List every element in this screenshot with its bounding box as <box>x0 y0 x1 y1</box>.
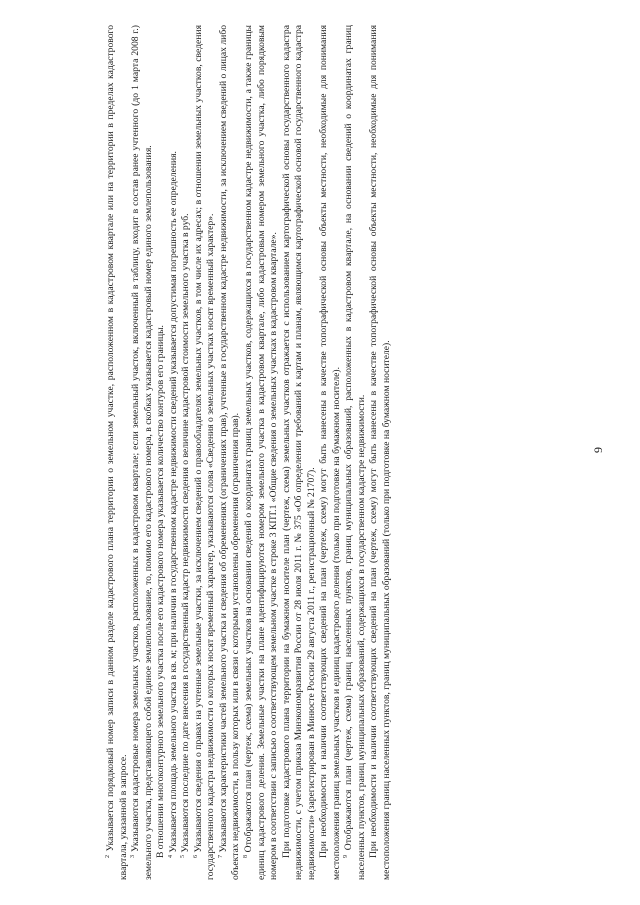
footnotes-body <box>105 25 585 880</box>
footnote-text: Указываются последние по дате внесения в государственный кадастр недвижимости сведения о величине кадастровой стоимости земельного участка в руб. <box>180 213 192 855</box>
footnote-marker: 3 <box>129 855 136 858</box>
footnote-text: Указывается площадь земельного участка в кв. м; при наличии в государственном кадастре недвижимости сведений указывается допустимая погрешность ее определения. <box>167 151 179 855</box>
footnote-paragraph <box>368 25 393 880</box>
footnote-text: Указывается порядковый номер записи в данном разделе кадастрового плана территории о земельном участке, расположенном в кадастровом квартале или на территории в пределах кадастрового квартала, указанной в запросе. <box>105 25 129 880</box>
footnote-paragraph <box>343 25 368 880</box>
footnote-marker: 9 <box>343 855 350 858</box>
footnote-paragraph <box>193 25 218 880</box>
footnote-paragraph <box>105 25 130 880</box>
footnote-paragraph <box>318 25 343 880</box>
footnote-paragraph <box>155 25 168 880</box>
footnote-marker: 5 <box>180 855 187 858</box>
footnote-marker: 7 <box>217 855 224 858</box>
footnote-paragraph <box>218 25 243 880</box>
footnote-text: При необходимости и наличии соответствующих сведений на план (чертеж, схему) могут быть нанесены в качестве топографической основы объекты местности, необходимые для понимания местоположения границ земельных участков и единиц кадастрового деления (только при подготовке на бумажном носителе). <box>318 25 342 880</box>
footnote-text: Указываются характеристики частей земельного участка и сведения об обременениях (ограничениях прав), учтенные в государственном кадастре недвижимости, за исключением сведений о лицах либо объектах недвижимости, в пользу которых или в связи с которыми установлены обременения (ограничения прав). <box>217 25 242 880</box>
footnote-text: Отображаются план (чертеж, схема) земельных участков на основании сведений о координатах границ земельных участков, содержащихся в государственном кадастре недвижимости, а также границы единиц кадастрового деления. Земельные участки на плане идентифицируются номером земельного участка в кадастровом квартале, либо кадастровым номером земельного участка, либо порядковым номером в соответствии с записью о соответствующем земельном участке в строке 3 КПТ.1 «Общие сведения о земельных участках в кадастровом квартале». <box>243 25 280 880</box>
footnote-marker: 4 <box>167 855 174 858</box>
footnote-paragraph <box>180 25 193 880</box>
footnote-text: Отображаются план (чертеж, схема) границ населенных пунктов, границ муниципальных образований, расположенных в кадастровом квартале, на основании сведений о координатах границ населенных пунктов, границ муниципальных образований, содержащихся в государственном кадастре недвижимости. <box>343 25 367 880</box>
footnote-marker: 2 <box>104 855 111 858</box>
footnote-text: Указываются сведения о правах на учтенные земельные участки, за исключением сведений о правообладателях земельных участков, в том числе их адресах; в отношении земельных участков, сведения государственного кадастра недвижимости о которых носят временный характер, указываются слова «Сведения о земельных участках носят временный характер». <box>192 25 217 880</box>
footnote-text: В отношении многоконтурного земельного участка после его кадастрового номера указывается количество контуров его границы. <box>155 325 167 858</box>
rotated-text-block <box>105 25 585 880</box>
footnote-text: При подготовке кадастрового плана территории на бумажном носителе план (чертеж, схема) земельных участков отражается с использованием картографической основы государственного кадастра недвижимости, с учетом приказа Минэкономразвития России от 28 июля 2011 г. № 375 «Об определении требований к картам и планам, являющимся картографической основой государственного кадастра недвижимости» (зарегистрирован в Минюсте России 29 августа 2011 г., регистрационный № 21707). <box>280 25 317 880</box>
footnote-paragraph <box>168 25 181 880</box>
footnote-marker: 6 <box>192 855 199 858</box>
footnote-marker: 8 <box>242 855 249 858</box>
page-number: 9 <box>591 447 605 453</box>
footnote-paragraph <box>281 25 319 880</box>
footnote-paragraph <box>243 25 281 880</box>
footnote-paragraph <box>130 25 155 880</box>
footnote-text: Указываются кадастровые номера земельных участков, расположенных в кадастровом квартале; если земельный участок, включенный в таблицу, входит в состав ранее учтенного (до 1 марта 2008 г.) земельного участка, представляющего собой единое землепользование, то, помимо его кадастрового номера, в скобках указывается кадастровый номер единого землепользования. <box>130 25 154 880</box>
footnote-text: При необходимости и наличии соответствующих сведений на план (чертеж, схему) могут быть нанесены в качестве топографической основы объекты местности, необходимые для понимания местоположения границ населенных пунктов, границ муниципальных образований (только при подготовке на бумажном носителе). <box>368 25 393 880</box>
